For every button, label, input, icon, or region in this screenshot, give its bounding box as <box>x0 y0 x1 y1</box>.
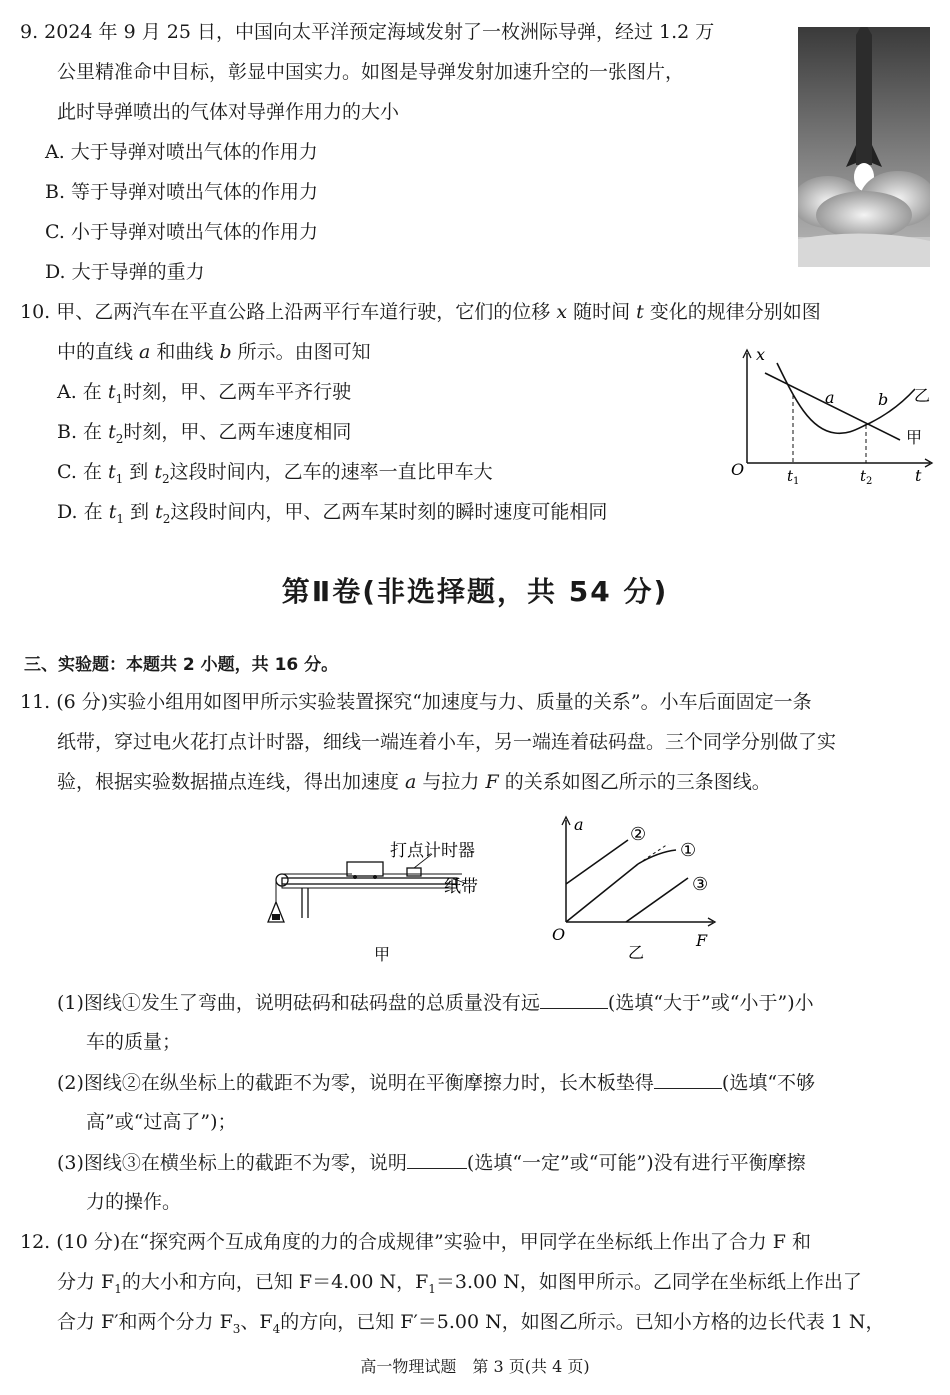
graph-t1-sub: 1 <box>793 476 800 487</box>
q10-option-d: D. 在 $t_1$ 到 $t_2$这段时间内，甲、乙两车某时刻的瞬时速度可能相同 <box>57 501 608 526</box>
q12-line-2: 分力 $F_1$的大小和方向，已知 F＝4.00 N，$F_1=3.00$ N，如图甲所示。乙同学在坐标纸上作出了 <box>57 1271 862 1296</box>
line-1-curve <box>638 850 676 864</box>
graph-label-b: b <box>878 390 889 409</box>
q10-line-1: 10. 甲、乙两汽车在平直公路上沿两平行车道行驶，它们的位移 x 随时间 t 变化的规律分别如图 <box>20 301 821 323</box>
q11-part1-line2: 车的质量； <box>86 1031 182 1053</box>
yi-origin: O <box>552 925 566 944</box>
q11-part2-line2: 高”或“过高了”)； <box>86 1111 237 1133</box>
q10-line-2: 中的直线 a 和曲线 b 所示。由图可知 <box>57 341 371 363</box>
yi-F-label: F <box>696 931 708 950</box>
yi-a-label: a <box>574 815 584 834</box>
line-1-straight <box>566 864 638 922</box>
page-footer: 高一物理试题 第 3 页(共 4 页) <box>360 1357 590 1376</box>
q11-part3-line1: (3)图线③在横坐标上的截距不为零，说明 (选填“一定”或“可能”)没有进行平衡摩擦 <box>57 1152 806 1174</box>
graph-t-label: t <box>915 466 922 485</box>
answer-blank-1[interactable] <box>540 990 608 1009</box>
q11-fig-yi-graph <box>548 812 728 962</box>
tape-label: 纸带 <box>444 877 478 897</box>
answer-blank-2[interactable] <box>654 1070 722 1089</box>
q10-option-c: C. 在 $t_1$ 到 $t_2$这段时间内，乙车的速率一直比甲车大 <box>57 461 493 486</box>
line-2 <box>566 840 628 884</box>
graph-x-label: x <box>756 345 766 364</box>
q12-line-3: 合力 F′和两个分力 $F_3$、$F_4$的方向，已知 F′＝5.00 N，如图乙所示。已知小方格的边长代表 1 N， <box>57 1311 885 1336</box>
yi-label-1: ① <box>680 840 697 861</box>
timer-box <box>407 868 421 876</box>
q11-line-3: 验，根据实验数据描点连线，得出加速度 a 与拉力 F 的关系如图乙所示的三条图线。 <box>57 771 771 793</box>
answer-blank-3[interactable] <box>407 1150 467 1169</box>
q10-xt-graph <box>725 345 940 495</box>
q12-line-1: 12. (10 分)在“探究两个互成角度的力的合成规律”实验中，甲同学在坐标纸上作出了合力 F 和 <box>20 1231 811 1253</box>
fig-yi-caption: 乙 <box>628 943 645 962</box>
part2-title: 第Ⅱ卷(非选择题，共 54 分) <box>281 575 669 608</box>
graph-label-a: a <box>825 388 835 407</box>
graph-t2: t <box>860 467 867 485</box>
yi-label-2: ② <box>630 824 647 845</box>
q10-option-b: B. 在 $t_2$时刻，甲、乙两车速度相同 <box>57 421 352 446</box>
q9-line-1: 9. 2024 年 9 月 25 日，中国向太平洋预定海域发射了一枚洲际导弹，经过 1.2 万 <box>20 21 715 43</box>
graph-t1: t <box>787 467 794 485</box>
cart <box>347 862 383 876</box>
q9-option-c: C. 小于导弹对喷出气体的作用力 <box>45 221 318 243</box>
q9-line-2: 公里精准命中目标，彰显中国实力。如图是导弹发射加速升空的一张图片， <box>57 61 685 83</box>
missile-launch-photo <box>798 27 930 267</box>
line-3 <box>626 878 688 922</box>
q9-option-a: A. 大于导弹对喷出气体的作用力 <box>45 141 318 163</box>
q9-line-3: 此时导弹喷出的气体对导弹作用力的大小 <box>57 101 400 123</box>
graph-origin: O <box>731 460 745 479</box>
q9-option-b: B. 等于导弹对喷出气体的作用力 <box>45 181 319 203</box>
q9-option-d: D. 大于导弹的重力 <box>45 261 205 283</box>
q11-line-1: 11. (6 分)实验小组用如图甲所示实验装置探究“加速度与力、质量的关系”。小车后面固定一条 <box>20 691 812 713</box>
q10-option-a: A. 在 $t_1$时刻，甲、乙两车平齐行驶 <box>57 381 352 406</box>
q11-part2-line1: (2)图线②在纵坐标上的截距不为零，说明在平衡摩擦力时，长木板垫得 (选填“不够 <box>57 1072 816 1094</box>
graph-label-jia: 甲 <box>906 428 923 447</box>
q11-line-2: 纸带，穿过电火花打点计时器，细线一端连着小车，另一端连着砝码盘。三个同学分别做了实 <box>57 731 837 753</box>
fig-jia-caption: 甲 <box>374 945 391 964</box>
timer-label: 打点计时器 <box>390 841 475 861</box>
graph-label-yi: 乙 <box>914 386 931 405</box>
graph-t2-sub: 2 <box>866 476 873 487</box>
yi-label-3: ③ <box>692 874 709 895</box>
section-3-heading: 三、实验题：本题共 2 小题，共 16 分。 <box>24 655 339 675</box>
q11-fig-jia-apparatus <box>262 830 492 970</box>
q11-part3-line2: 力的操作。 <box>86 1191 182 1213</box>
q11-part1-line1: (1)图线①发生了弯曲，说明砝码和砝码盘的总质量没有远 (选填“大于”或“小于”)小 <box>57 992 814 1014</box>
track-board <box>282 878 457 884</box>
curve-b <box>777 363 915 433</box>
